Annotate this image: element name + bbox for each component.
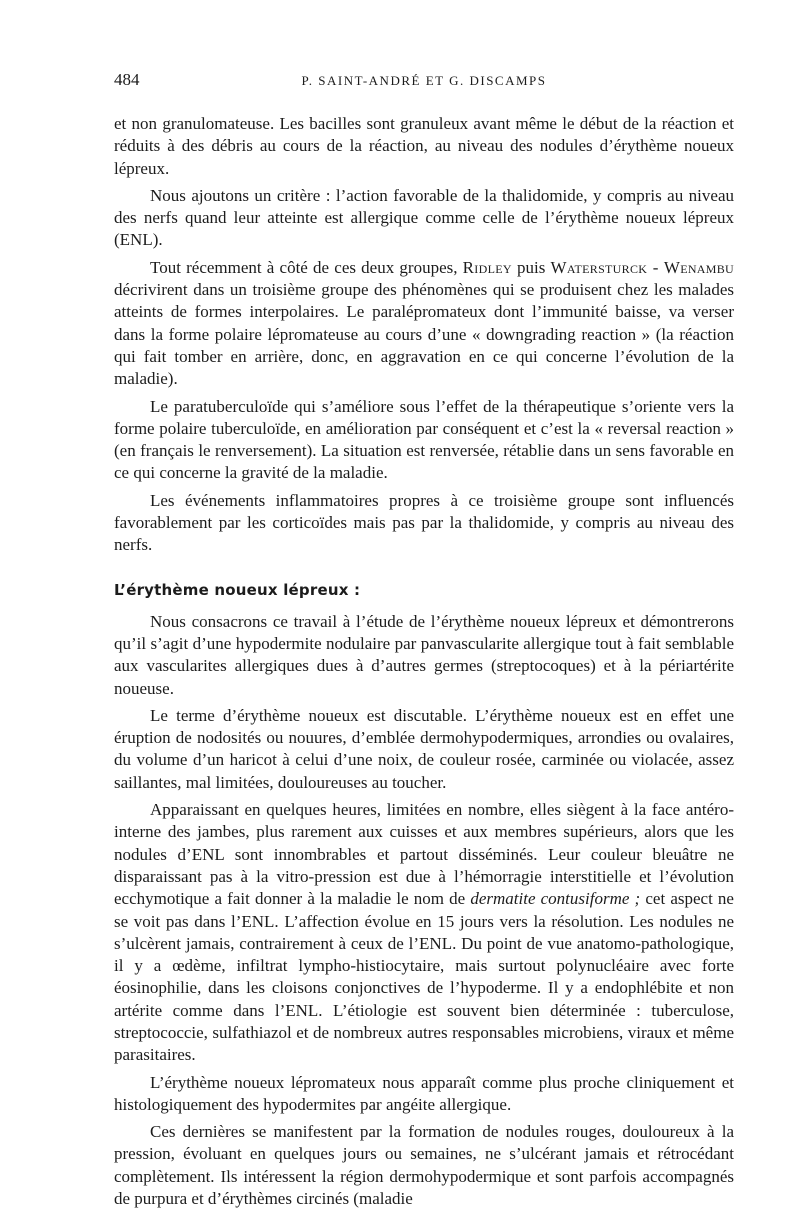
paragraph-3-text-a: Tout récemment à côté de ces deux groupes, bbox=[150, 257, 463, 277]
paragraph-6: Nous consacrons ce travail à l’étude de l’érythème noueux lépreux et démontrerons qu’il s’agit d’une hypodermite nodulaire par panvascularite allergique tout à fait semblable aux vascularites allergiques dues à d’autres germes (streptocoques) et à la périartérite noueuse. bbox=[114, 611, 734, 698]
section-heading: L’érythème noueux lépreux : bbox=[114, 580, 361, 599]
author-ridley: Ridley bbox=[462, 257, 512, 277]
paragraph-7: Le terme d’érythème noueux est discutable. L’érythème noueux est en effet une éruption de nodosités ou nouures, d’emblée dermohypodermiques, arrondies ou ovalaires, du volume d’un haricot à celui d’une noix, de couleur rosée, carminée ou violacée, assez saillantes, mal limitées, douloureuses au toucher. bbox=[114, 705, 734, 792]
author-watersturck-wenambu: Watersturck - Wenambu bbox=[550, 257, 734, 277]
paragraph-1: et non granulomateuse. Les bacilles sont granuleux avant même le début de la réaction et réduits à des débris au cours de la réaction, au niveau des nodules d’érythème noueux lépreux. bbox=[114, 114, 734, 178]
running-title: P. SAINT-ANDRÉ ET G. DISCAMPS bbox=[301, 73, 547, 88]
paragraph-10: Ces dernières se manifestent par la formation de nodules rouges, douloureux à la pression, évoluant en quelques jours ou semaines, ne s’ulcérant jamais et rétrocédant complètement. Ils intéressent la région dermohypodermique et sont parfois accompagnés de purpura et d’érythèmes circinés (maladie bbox=[114, 1122, 734, 1209]
body-text bbox=[114, 113, 734, 1215]
paragraph-5: Les événements inflammatoires propres à ce troisième groupe sont influencés favorablement par les corticoïdes mais pas par la thalidomide, y compris au niveau des nerfs. bbox=[114, 490, 734, 555]
paragraph-8 bbox=[114, 799, 734, 1067]
paragraph-3-text-b: puis bbox=[511, 257, 551, 277]
paragraph-3 bbox=[114, 257, 734, 391]
paragraph-8-text-b: cet aspect ne se voit pas dans l’ENL. L’affection évolue en 15 jours vers la résolution. Les nodules ne s’ulcèrent jamais, contrairement à ceux de l’ENL. Du point de vue anatomo-pathologique, il y a œdème, infiltrat lympho-histiocytaire, mais surtout polynucléaire avec forte éosinophilie, dans les cloisons conjonctives de l’hypoderme. Il y a endophlébite et non artérite comme dans l’ENL. L’étiologie est souvent bien déterminée : tuberculose, streptococcie, sulfathiazol et de nombreux autres responsables microbiens, viraux et même parasitaires. bbox=[114, 889, 734, 1065]
paragraph-2: Nous ajoutons un critère : l’action favorable de la thalidomide, y compris au niveau des nerfs quand leur atteinte est allergique comme celle de l’érythème noueux lépreux (ENL). bbox=[114, 185, 734, 250]
paragraph-3-text-c: décrivirent dans un troisième groupe des phénomènes qui se produisent chez les malades atteints de formes interpolaires. Le paralépromateux dont l’immunité baisse, va verser dans la forme polaire lépromateuse au cours d’une « downgrading reaction » (la réaction qui fait tomber en arrière, donc, en aggravation en ce qui concerne l’évolution de la maladie). bbox=[114, 280, 734, 389]
page-number: 484 bbox=[114, 70, 140, 89]
paragraph-9: L’érythème noueux lépromateux nous apparaît comme plus proche cliniquement et histologiquement des hypodermites par angéite allergique. bbox=[114, 1072, 734, 1114]
paragraph-4: Le paratuberculoïde qui s’améliore sous l’effet de la thérapeutique s’oriente vers la forme polaire tuberculoïde, en amélioration par conséquent et c’est la « reversal reaction » (en français le renversement). La situation est renversée, rétablie dans un sens favorable en ce qui concerne la gravité de la maladie. bbox=[114, 396, 734, 483]
page-header bbox=[114, 70, 734, 94]
italic-term: dermatite contusiforme ; bbox=[470, 889, 641, 909]
paragraph-8-text-a: Apparaissant en quelques heures, limitées en nombre, elles siègent à la face antéro-interne des jambes, plus rarement aux cuisses et aux membres supérieurs, alors que les nodules d’ENL sont innombrables et partout disséminés. Leur couleur bleuâtre ne disparaissant pas à la vitro-pression est due à l’hémorragie interstitielle et l’évolution ecchymotique a fait donner à la maladie le nom de bbox=[114, 800, 734, 909]
